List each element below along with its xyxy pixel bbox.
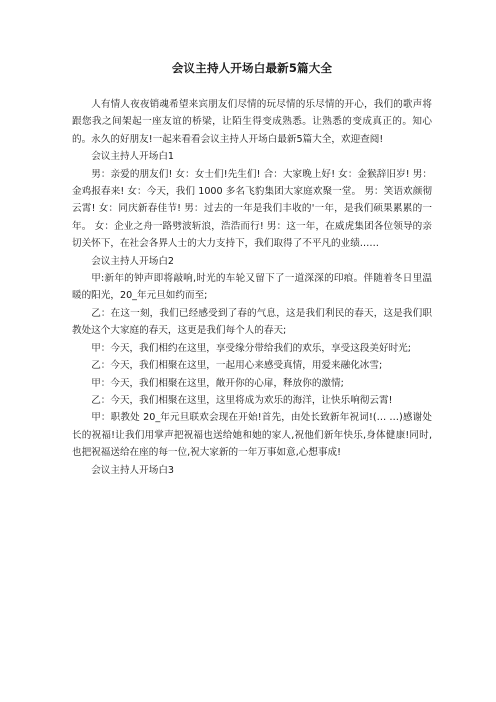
section-2-paragraph: 乙：在这一刻，我们已经感受到了春的气息，这是我们利民的春天，这是我们职教处这个大家庭的春天，这更是我们每个人的春天; bbox=[72, 307, 432, 337]
section-heading-2: 会议主持人开场白2 bbox=[91, 255, 175, 267]
intro-paragraph: 人有情人夜夜销魂希望来宾朋友们尽情的玩尽情的乐尽情的开心，我们的歌声将跟您我之间架起一座友谊的桥梁，让陌生得变成熟悉。让熟悉的变成真正的。知心的。永久的好朋友!一起来看看会议主持人开场白最新5篇大全，欢迎查阅! bbox=[72, 99, 432, 145]
document-page bbox=[72, 60, 432, 479]
section-2-paragraph: 乙：今天，我们相聚在这里，这里将成为欢乐的海洋，让快乐响彻云霄! bbox=[91, 394, 393, 406]
section-2-paragraph: 乙：今天，我们相聚在这里，一起用心来感受真情，用爱来融化冰雪; bbox=[91, 360, 383, 372]
section-2-paragraph: 甲:新年的钟声即将敲响,时光的车轮又留下了一道深深的印痕。伴随着冬日里温暖的阳光，20_年元旦如约而至; bbox=[72, 273, 432, 302]
section-2-paragraph: 甲：今天，我们相约在这里，享受缘分带给我们的欢乐，享受这段美好时光; bbox=[91, 342, 412, 354]
section-2-paragraph: 甲：职教处 20_年元旦联欢会现在开始!首先，由处长致新年祝词!(… …)感谢处长的祝福!让我们用掌声把祝福也送给她和她的家人,祝他们新年快乐,身体健康!同时,也把祝福送给在座的每一位,祝大家新的一年万事如意,心想事成! bbox=[72, 412, 432, 459]
document-title: 会议主持人开场白最新5篇大全 bbox=[171, 61, 333, 75]
section-heading-1: 会议主持人开场白1 bbox=[91, 151, 175, 163]
section-1-body: 男：亲爱的朋友们! 女：女士们!先生们! 合：大家晚上好! 女：金猴辞旧岁! 男：金鸡报春来! 女：今天，我们 1000 多名飞豹集团大家庭欢聚一堂。 男：笑语欢颜彻云霄! 女：同庆新春佳节! 男：过去的一年是我们丰收的'一年，是我们硕果累累的一年。 女：企业之舟一路劈波斩浪，浩浩而行! 男：这一年，在威虎集团各位领导的亲切关怀下，在社会各界人士的大力支持下，我们取得了不平凡的业绩…… bbox=[72, 168, 432, 250]
section-2-paragraph: 甲：今天，我们相聚在这里，敞开你的心扉，释放你的激情; bbox=[91, 377, 344, 389]
section-heading-3: 会议主持人开场白3 bbox=[91, 464, 175, 476]
